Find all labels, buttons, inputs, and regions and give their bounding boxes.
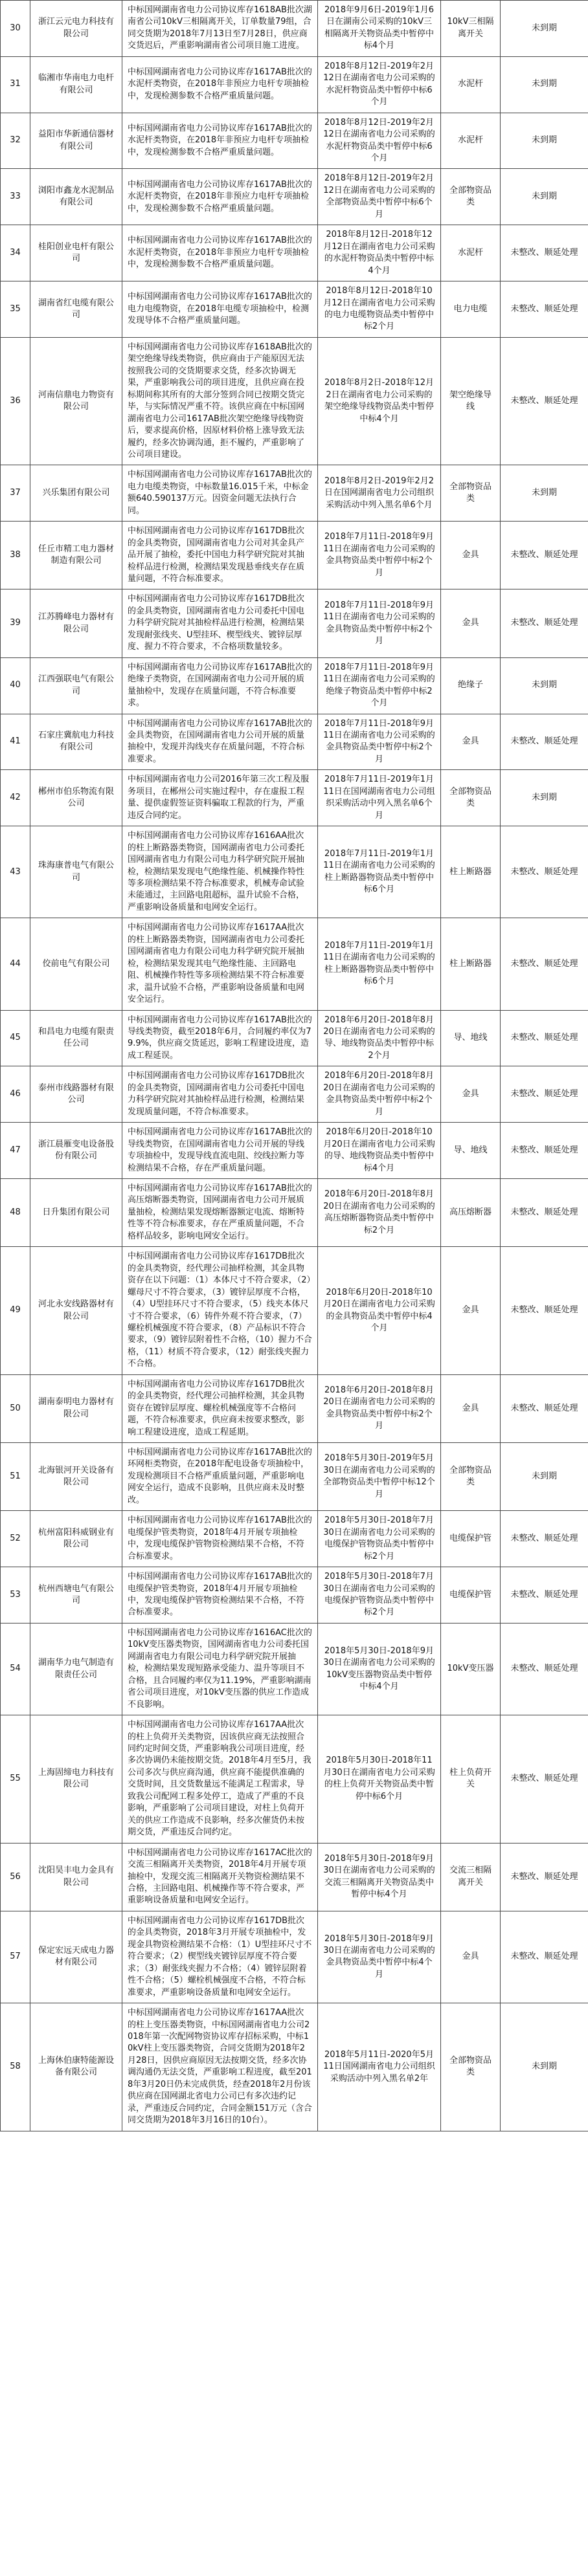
material-category: 电缆保护管 [441, 1567, 501, 1624]
status: 未整改、顺延处理 [501, 714, 588, 770]
penalty-period: 2018年6月20日-2018年10月20日在湖南省电力公司采购的导、地线物资品类中暂停中标4个月 [318, 1123, 441, 1179]
penalty-period: 2018年6月20日-2018年8月20日在湖南省电力公司采购的高压熔断器物资品类中暂停中标2个月 [318, 1178, 441, 1246]
violation-fact: 中标国网湖南省电力公司协议库存1617AB批次的高压熔断器类物资，国网湖南省电力公司开展质量抽检，检测结果发现熔断器额定电流、熔断特性等不符合标准要求，存在严重质量问题，不合格样品较多，影响电网安全运行。 [122, 1178, 318, 1246]
violation-fact: 中标国网湖南省电力公司协议库存1617AB批次的电力电缆类物资，中标数量16.015千米，中标金额640.590137万元。因资金问题无法执行合同。 [122, 465, 318, 522]
row-number: 35 [1, 281, 30, 338]
supplier-name: 北海银河开关设备有限公司 [30, 1443, 122, 1511]
penalty-period: 2018年7月11日-2019年1月11日在湖南省电力公司采购的柱上断路器物资品类中暂停中标6个月 [318, 918, 441, 1010]
status: 未整改、顺延处理 [501, 589, 588, 657]
row-number: 43 [1, 826, 30, 918]
material-category: 金具 [441, 522, 501, 589]
supplier-name: 保定宏远天成电力器材有限公司 [30, 1911, 122, 2003]
table-row [1, 522, 588, 589]
violation-fact: 中标国网湖南省电力公司协议库存1617AB批次的水泥杆类物资，在2018年非预应力电杆专项抽检中，发现检测参数不合格严重质量问题。 [122, 113, 318, 169]
supplier-name: 和昌电力电缆有限责任公司 [30, 1010, 122, 1066]
penalty-period: 2018年6月20日-2018年8月20日在湖南省电力公司采购的金具物资品类中暂停中标2个月 [318, 1374, 441, 1442]
material-category: 高压熔断器 [441, 1178, 501, 1246]
material-category: 柱上断路器 [441, 918, 501, 1010]
supplier-name: 沈阳昊丰电力金具有限公司 [30, 1843, 122, 1911]
supplier-name: 日升集团有限公司 [30, 1178, 122, 1246]
penalty-period: 2018年8月12日-2018年10月12日在湖南省电力公司采购的电力电缆物资品类中暂停中标2个月 [318, 281, 441, 338]
penalty-period: 2018年7月11日-2018年9月11日在湖南省电力公司采购的金具物资品类中暂停中标2个月 [318, 522, 441, 589]
supplier-name: 佼前电气有限公司 [30, 918, 122, 1010]
supplier-name: 浙江云元电力科技有限公司 [30, 1, 122, 57]
penalty-period: 2018年8月12日-2019年2月12日在湖南省电力公司采购的水泥杆物资品类中暂停中标6个月 [318, 56, 441, 113]
table-row [1, 1066, 588, 1123]
status: 未到期 [501, 169, 588, 225]
penalty-period: 2018年8月2日-2019年2月2日在国网湖南省电力公司组织采购活动中列入黑名单6个月 [318, 465, 441, 522]
supplier-name: 上海休伯康特能源设备有限公司 [30, 2003, 122, 2131]
status: 未到期 [501, 56, 588, 113]
penalty-period: 2018年8月12日-2019年2月12日在湖南省电力公司采购的全部物资品类中暂停中标6个月 [318, 169, 441, 225]
row-number: 45 [1, 1010, 30, 1066]
status: 未整改、顺延处理 [501, 1123, 588, 1179]
violation-fact: 中标国网湖南省电力公司协议库存1617AB批次的导线类物资，截至2018年6月，合同履约率仅为79.9%，供应商交货延迟，影响工程建设进度，造成工程延误。 [122, 1010, 318, 1066]
supplier-name: 杭州西塘电气有限公司 [30, 1567, 122, 1624]
status: 未整改、顺延处理 [501, 1511, 588, 1567]
table-row [1, 918, 588, 1010]
table-row [1, 1567, 588, 1624]
row-number: 32 [1, 113, 30, 169]
table-row [1, 1715, 588, 1844]
penalty-period: 2018年7月11日-2019年1月11日在湖南省电力公司采购的柱上断路器物资品类中暂停中标6个月 [318, 826, 441, 918]
penalty-period: 2018年5月30日-2018年9月30日在湖南省电力公司采购的10kV变压器物资品类中暂停中标4个月 [318, 1623, 441, 1715]
status: 未整改、顺延处理 [501, 1911, 588, 2003]
row-number: 34 [1, 225, 30, 281]
supplier-name: 珠海康普电气有限公司 [30, 826, 122, 918]
supplier-name: 益阳市华新通信器材有限公司 [30, 113, 122, 169]
supplier-name: 湖南华力电气制造有限责任公司 [30, 1623, 122, 1715]
status: 未到期 [501, 113, 588, 169]
row-number: 55 [1, 1715, 30, 1844]
table-row [1, 1911, 588, 2003]
table-row [1, 281, 588, 338]
supplier-name: 湖南泰明电力器材有限公司 [30, 1374, 122, 1442]
penalty-period: 2018年8月12日-2019年2月12日在湖南省电力公司采购的水泥杆物资品类中暂停中标6个月 [318, 113, 441, 169]
table-row [1, 1247, 588, 1375]
violation-fact: 中标国网湖南省电力公司协议库存1617AA批次的柱上变压器类物资，中标国网湖南省电力公司2018年第一次配网物资协议库存招标采购，中标10kV柱上变压器类物资，合同交货期为2018年2月28日，因供应商原因无法按期交货，经多次协调沟通仍无法交货，严重影响工程进度，截至2018年3月20日仍未完成供货，经查2018年2月份该供应商在国网湖北省电力公司已有多次违约记录，严重违反合同约定，合同金额151万元（含合同交货期为2018年3月16日的10台）。 [122, 2003, 318, 2131]
supplier-name: 石家庄冀航电力科技有限公司 [30, 714, 122, 770]
material-category: 金具 [441, 1247, 501, 1375]
violation-fact: 中标国网湖南省电力公司协议库存1617AB批次的水泥杆类物资，在2018年非预应力电杆专项抽检中，发现检测参数不合格严重质量问题。 [122, 56, 318, 113]
status: 未整改、顺延处理 [501, 1374, 588, 1442]
status: 未整改、顺延处理 [501, 1843, 588, 1911]
status: 未到期 [501, 465, 588, 522]
penalty-period: 2018年7月11日-2018年9月11日在湖南省电力公司采购的金具物资品类中暂停中标2个月 [318, 714, 441, 770]
table-row [1, 1511, 588, 1567]
supplier-name: 浙江晨雁变电设备股份有限公司 [30, 1123, 122, 1179]
material-category: 水泥杆 [441, 113, 501, 169]
violation-fact: 中标国网湖南省电力公司协议库存1617AB批次的绝缘子类物资，在国网湖南省电力公司开展的质量抽检中，发现存在质量问题，不符合标准要求。 [122, 657, 318, 714]
penalty-period: 2018年5月30日-2018年9月30日在湖南省电力公司采购的交流三相隔离开关物资品类中暂停中标4个月 [318, 1843, 441, 1911]
violation-fact: 中标国网湖南省电力公司协议库存1617DB批次的金具类物资，国网湖南省电力公司委托中国电力科学研究院对其抽检样品进行检测，检测结果发现质量问题，不符合标准要求。 [122, 1066, 318, 1123]
table-row [1, 1843, 588, 1911]
supplier-name: 郴州市伯乐物流有限公司 [30, 770, 122, 826]
table-row [1, 1443, 588, 1511]
supplier-name: 任丘市精工电力器材制造有限公司 [30, 522, 122, 589]
row-number: 36 [1, 337, 30, 465]
violation-fact: 中标国网湖南省电力公司协议库存1618AB批次湖南省公司10kV三相隔离开关，订单数量79组，合同交货期为2018年7月13日至7月28日，供应商交货迟后，严重影响湖南省公司项目施工进度。 [122, 1, 318, 57]
status: 未整改、顺延处理 [501, 918, 588, 1010]
supplier-name: 河北永安线路器材有限公司 [30, 1247, 122, 1375]
material-category: 10kV三相隔离开关 [441, 1, 501, 57]
row-number: 42 [1, 770, 30, 826]
row-number: 50 [1, 1374, 30, 1442]
table-row [1, 225, 588, 281]
supplier-name: 湖南省红电缆有限公司 [30, 281, 122, 338]
material-category: 全部物资品类 [441, 465, 501, 522]
violation-fact: 中标国网湖南省电力公司协议库存1616AA批次的柱上断路器类物资，国网湖南省电力公司委托国网湖南省电力有限公司电力科学研究院开展抽检，检测结果发现电气绝缘性能、机械操作特性等多项检测结果不符合标准要求，机械寿命试验未能通过，主回路电阻超标，温升试验不合格，严重影响设备质量和电网安全运行。 [122, 826, 318, 918]
supplier-name: 河南信鼎电力物资有限公司 [30, 337, 122, 465]
violation-fact: 中标国网湖南省电力公司协议库存1617AB批次的电缆保护管类物资，2018年4月开展专项抽检中，发现电缆保护管物资检测结果不合格，不符合标准要求。 [122, 1511, 318, 1567]
row-number: 53 [1, 1567, 30, 1624]
status: 未整改、顺延处理 [501, 1066, 588, 1123]
material-category: 电缆保护管 [441, 1511, 501, 1567]
supplier-name: 兴乐集团有限公司 [30, 465, 122, 522]
violation-fact: 中标国网湖南省电力公司协议库存1617AB批次的水泥杆类物资，在2018年非预应力电杆专项抽检中，发现检测参数不合格严重质量问题。 [122, 225, 318, 281]
penalty-period: 2018年6月20日-2018年10月20日在湖南省电力公司采购的金具物资品类中暂停中标4个月 [318, 1247, 441, 1375]
table-row [1, 1, 588, 57]
material-category: 导、地线 [441, 1123, 501, 1179]
material-category: 金具 [441, 714, 501, 770]
material-category: 金具 [441, 589, 501, 657]
penalty-period: 2018年6月20日-2018年8月20日在湖南省电力公司采购的金具物资品类中暂停中标2个月 [318, 1066, 441, 1123]
violation-fact: 中标国网湖南省电力公司协议库存1617AB批次的水泥杆类物资，在2018年非预应力电杆专项抽检中，发现检测参数不合格严重质量问题。 [122, 169, 318, 225]
status: 未整改、顺延处理 [501, 281, 588, 338]
status: 未整改、顺延处理 [501, 1178, 588, 1246]
status: 未整改、顺延处理 [501, 1623, 588, 1715]
violation-fact: 中标国网湖南省电力公司2016年第三次工程及服务项目，在郴州公司实施过程中，存在虚报工程量、提供虚假签证资料骗取工程款的行为，严重违反合同约定。 [122, 770, 318, 826]
status: 未整改、顺延处理 [501, 1715, 588, 1844]
table-row [1, 465, 588, 522]
row-number: 37 [1, 465, 30, 522]
penalty-period: 2018年8月12日-2018年12月12日在湖南省电力公司采购的水泥杆物资品类中暂停中标4个月 [318, 225, 441, 281]
material-category: 金具 [441, 1911, 501, 2003]
violation-fact: 中标国网湖南省电力公司协议库存1617DB批次的金具类物资，经代理公司抽样检测，其金具物资存在以下问题：（1）本体尺寸不符合要求，（2）螺母尺寸不符合要求，（3）镀锌层厚度不合格，（4）U型挂环尺寸不符合要求，（5）线夹本体尺寸不符合要求，（6）铸件外观不符合要求，（7）螺栓机械强度不符合要求，（8）产品标识不符合要求，（9）镀锌层附着性不合格，（10）握力不合格，（11）材质不符合要求，（12）耐张线夹握力不合格。 [122, 1247, 318, 1375]
violation-fact: 中标国网湖南省电力公司协议库存1617DB批次的金具类物资，经代理公司抽样检测，其金具物资存在镀锌层厚度、螺栓机械强度等不合格问题，不符合标准要求，供应商未按要求整改，影响工程建设进度，造成工程延期。 [122, 1374, 318, 1442]
material-category: 全部物资品类 [441, 169, 501, 225]
table-row [1, 589, 588, 657]
material-category: 水泥杆 [441, 225, 501, 281]
status: 未整改、顺延处理 [501, 337, 588, 465]
violation-fact: 中标国网湖南省电力公司协议库存1617DB批次的金具类物资，国网湖南省电力公司对其金具产品开展了抽检，委托中国电力科学研究院对其抽检样品进行检测，检测结果发现悬垂线夹存在质量问题，不符合标准要求。 [122, 522, 318, 589]
material-category: 电力电缆 [441, 281, 501, 338]
row-number: 30 [1, 1, 30, 57]
penalty-period: 2018年5月30日-2018年9月30日在湖南省电力公司采购的金具物资品类中暂停中标4个月 [318, 1911, 441, 2003]
material-category: 全部物资品类 [441, 2003, 501, 2131]
violation-fact: 中标国网湖南省电力公司协议库存1617AB批次的电缆保护管类物资，2018年4月开展专项抽检中，发现电缆保护管物资检测结果不合格，不符合标准要求。 [122, 1567, 318, 1624]
material-category: 柱上负荷开关 [441, 1715, 501, 1844]
violation-fact: 中标国网湖南省电力公司协议库存1617AB批次的金具类物资，在国网湖南省电力公司开展的质量抽检中，发现并沟线夹存在质量问题，不符合标准要求。 [122, 714, 318, 770]
supplier-name: 江西强联电气有限公司 [30, 657, 122, 714]
table-row [1, 2003, 588, 2131]
row-number: 51 [1, 1443, 30, 1511]
violation-fact: 中标国网湖南省电力公司协议库存1617DB批次的金具类物资，2018年3月开展专项抽检中，发现金具物资检测结果不合格：（1）U型挂环尺寸不符合要求；（2）楔型线夹镀锌层厚度不符合要求；（3）耐张线夹握力不合格；（4）镀锌层附着性不合格；（5）螺栓机械强度不合格，不符合标准要求，严重影响设备质量和电网安全运行。 [122, 1911, 318, 2003]
row-number: 47 [1, 1123, 30, 1179]
status: 未整改、顺延处理 [501, 522, 588, 589]
table-row [1, 714, 588, 770]
violation-fact: 中标国网湖南省电力公司协议库存1617AB批次的环网柜类物资，在2018年配电设备专项抽检中，发现检测项目不合格严重质量问题，严重影响电网安全运行，造成不良影响，且供应商未及时整改。 [122, 1443, 318, 1511]
supplier-name: 杭州富阳科威钢业有限公司 [30, 1511, 122, 1567]
row-number: 48 [1, 1178, 30, 1246]
material-category: 导、地线 [441, 1010, 501, 1066]
table-row [1, 337, 588, 465]
status: 未整改、顺延处理 [501, 1247, 588, 1375]
penalty-period: 2018年5月30日-2018年11月30日在湖南省电力公司采购的柱上负荷开关物资品类中暂停中标6个月 [318, 1715, 441, 1844]
supplier-name: 临湘市华南电力电杆有限公司 [30, 56, 122, 113]
row-number: 56 [1, 1843, 30, 1911]
supplier-name: 桂阳创业电杆有限公司 [30, 225, 122, 281]
table-row [1, 657, 588, 714]
status: 未到期 [501, 2003, 588, 2131]
penalty-period: 2018年6月20日-2018年8月20日在湖南省电力公司采购的导、地线物资品类中暂停中标2个月 [318, 1010, 441, 1066]
table-row [1, 1623, 588, 1715]
penalty-period: 2018年5月30日-2018年7月30日在湖南省电力公司采购的电缆保护管物资品类中暂停中标2个月 [318, 1511, 441, 1567]
status: 未到期 [501, 770, 588, 826]
material-category: 全部物资品类 [441, 1443, 501, 1511]
material-category: 金具 [441, 1066, 501, 1123]
material-category: 柱上断路器 [441, 826, 501, 918]
violation-fact: 中标国网湖南省电力公司协议库存1618AB批次的架空绝缘导线类物资，供应商由于产能原因无法按照我公司的交货期要求交货，经多次协调无果，严重影响我公司的项目进度，且供应商在投标期间称其所有的大部分签到合同已按期交货完毕，与实际情况严重不符。该供应商在中标国网湖南省电力公司1617AB批次架空绝缘导线物资后，要求提高价格，因原材料价格上涨导致无法履约，经多次协调沟通，拒不履约，严重影响了公司项目建设。 [122, 337, 318, 465]
penalty-period: 2018年7月11日-2019年1月11日在国网湖南省电力公司组织采购活动中列入黑名单6个月 [318, 770, 441, 826]
status: 未整改、顺延处理 [501, 225, 588, 281]
supplier-name: 上海固缔电力科技有限公司 [30, 1715, 122, 1844]
violation-fact: 中标国网湖南省电力公司协议库存1617AB批次的导线类物资，在国网湖南省电力公司开展的导线专项抽检中，发现导线直流电阻、绞线拉断力等检测结果不合格，存在严重质量问题。 [122, 1123, 318, 1179]
material-category: 绝缘子 [441, 657, 501, 714]
violation-fact: 中标国网湖南省电力公司协议库存1617DB批次的金具类物资，国网湖南省电力公司委托中国电力科学研究院对其抽检样品进行检测，检测结果发现耐张线夹、U型挂环、楔型线夹、镀锌层厚度、握力不符合要求，不合格项数量较多。 [122, 589, 318, 657]
row-number: 41 [1, 714, 30, 770]
row-number: 38 [1, 522, 30, 589]
row-number: 33 [1, 169, 30, 225]
table-row [1, 56, 588, 113]
penalty-period: 2018年7月11日-2018年9月11日在湖南省电力公司采购的绝缘子物资品类中暂停中标2个月 [318, 657, 441, 714]
violation-fact: 中标国网湖南省电力公司协议库存1616AC批次的10kV变压器类物资，国网湖南省电力公司委托国网湖南省电力有限公司电力科学研究院开展抽检，检测结果发现短路承受能力、温升等项目不合格，且合同履约率仅为11.19%，严重影响湖南省公司项目进度，对10kV变压器的供应工作造成不良影响。 [122, 1623, 318, 1715]
table-row [1, 770, 588, 826]
table-row [1, 826, 588, 918]
violation-fact: 中标国网湖南省电力公司协议库存1617AB批次的电力电缆物资，在2018年电缆专项抽检中，检测发现导体不合格严重质量问题。 [122, 281, 318, 338]
supplier-name: 泰州市线路器材有限公司 [30, 1066, 122, 1123]
row-number: 31 [1, 56, 30, 113]
table-row [1, 1010, 588, 1066]
table-row [1, 1374, 588, 1442]
table-row [1, 1123, 588, 1179]
material-category: 10kV变压器 [441, 1623, 501, 1715]
status: 未到期 [501, 1, 588, 57]
status: 未整改、顺延处理 [501, 826, 588, 918]
row-number: 57 [1, 1911, 30, 2003]
penalty-table-body [1, 1, 588, 2131]
row-number: 52 [1, 1511, 30, 1567]
status: 未到期 [501, 1443, 588, 1511]
material-category: 金具 [441, 1374, 501, 1442]
material-category: 水泥杆 [441, 56, 501, 113]
material-category: 全部物资品类 [441, 770, 501, 826]
status: 未到期 [501, 657, 588, 714]
row-number: 49 [1, 1247, 30, 1375]
penalty-period: 2018年9月6日-2019年1月6日在湖南公司采购的10kV三相隔离开关物资品类中暂停中标4个月 [318, 1, 441, 57]
row-number: 54 [1, 1623, 30, 1715]
row-number: 44 [1, 918, 30, 1010]
table-row [1, 169, 588, 225]
supplier-name: 江苏腾峰电力器材有限公司 [30, 589, 122, 657]
row-number: 39 [1, 589, 30, 657]
violation-fact: 中标国网湖南省电力公司协议库存1617AA批次的柱上断路器类物资，国网湖南省电力公司委托国网湖南省电力有限公司电力科学研究院开展抽检，检测结果发现其电气绝缘性能、主回路电阻、机械操作特性等多项检测结果不符合标准要求，温升试验不合格，严重影响设备质量和电网安全运行。 [122, 918, 318, 1010]
status: 未整改、顺延处理 [501, 1567, 588, 1624]
table-row [1, 113, 588, 169]
material-category: 架空绝缘导线 [441, 337, 501, 465]
supplier-name: 浏阳市鑫龙水泥制品有限公司 [30, 169, 122, 225]
row-number: 58 [1, 2003, 30, 2131]
violation-fact: 中标国网湖南省电力公司协议库存1617AC批次的交流三相隔离开关类物资，2018年4月开展专项抽检中，发现交流三相隔离开关物资检测结果不合格，主回路电阻、机械操作等不符合要求，严重影响设备质量和电网安全运行。 [122, 1843, 318, 1911]
table-row [1, 1178, 588, 1246]
row-number: 46 [1, 1066, 30, 1123]
material-category: 交流三相隔离开关 [441, 1843, 501, 1911]
row-number: 40 [1, 657, 30, 714]
penalty-period: 2018年5月30日-2019年5月30日在湖南省电力公司采购的全部物资品类中暂停中标12个月 [318, 1443, 441, 1511]
penalty-period: 2018年8月2日-2018年12月2日在湖南省电力公司采购的架空绝缘导线物资品类中暂停中标4个月 [318, 337, 441, 465]
status: 未整改、顺延处理 [501, 1010, 588, 1066]
penalty-period: 2018年5月11日-2020年5月11日国网湖南省电力公司组织采购活动中列入黑名单2年 [318, 2003, 441, 2131]
violation-fact: 中标国网湖南省电力公司协议库存1617AA批次的柱上负荷开关类物资，因该供应商无法按照合同约定时间交货，严重影响我公司项目进度，经多次协调仍未能按期交货。2018年4月至5月，我公司多次与供应商沟通，供应商不能提供准确的交货时间，且交货数量远不能满足工程需求，导致我公司配网工程多处停工，造成了严重的不良影响，严重影响了公司项目建设，对柱上负荷开关的供应工作造成不良影响，经多次催货仍未按期交货，严重违反合同约定。 [122, 1715, 318, 1844]
penalty-period: 2018年7月11日-2018年9月11日在湖南省电力公司采购的金具物资品类中暂停中标2个月 [318, 589, 441, 657]
penalty-period: 2018年5月30日-2018年7月30日在湖南省电力公司采购的电缆保护管物资品类中暂停中标2个月 [318, 1567, 441, 1624]
